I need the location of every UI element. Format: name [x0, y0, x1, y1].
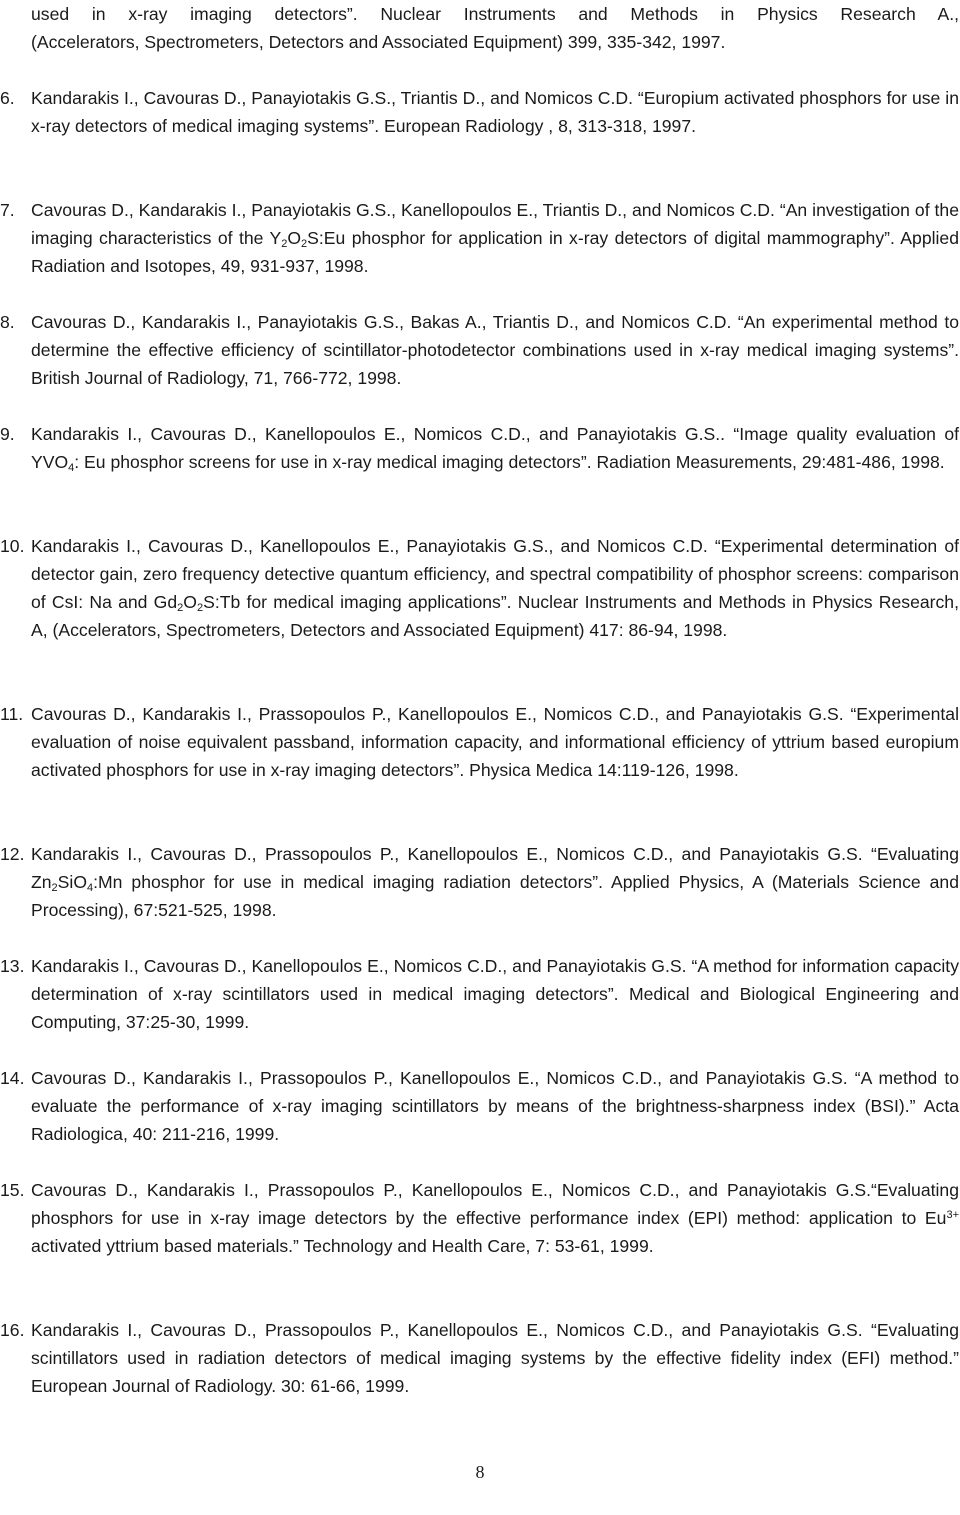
reference-text: Cavouras D., Kandarakis I., Panayiotakis G.S., Kanellopoulos E., Triantis D., and Nomicos C.D. “An investigation of the imaging characteristics of the $Y_2O_2S:Eu$ phosphor for application in x-ray detectors of digital mammography”. Applied Radiation and Isotopes, 49, 931-937, 1998. — [31, 200, 960, 276]
reference-text: Kandarakis I., Cavouras D., Prassopoulos P., Kanellopoulos E., Nomicos C.D., and Panayiotakis G.S. “Evaluating scintillators used in radiation detectors of medical imaging systems by the effective fidelity index (EFI) method.” European Journal of Radiology. 30: 61-66, 1999. — [31, 1320, 959, 1396]
reference-item-16 — [0, 1316, 959, 1400]
page-number: 8 — [475, 1462, 485, 1482]
reference-text: Kandarakis I., Cavouras D., Kanellopoulos E., Nomicos C.D., and Panayiotakis G.S.. “Image quality evaluation of $YVO_4$: Eu phosphor screens for use in x-ray medical imaging detectors”. Radiation Measurements, 29:481-486, 1998. — [31, 424, 959, 474]
reference-number: 12. — [0, 844, 25, 864]
reference-number: 7. — [0, 200, 15, 220]
reference-number: 10. — [0, 536, 25, 556]
reference-item-11 — [0, 700, 959, 784]
reference-item-9 — [0, 420, 959, 476]
reference-number: 16. — [0, 1320, 25, 1340]
reference-text: Kandarakis I., Cavouras D., Kanellopoulos E., Nomicos C.D., and Panayiotakis G.S. “A method for information capacity determination of x-ray scintillators used in medical imaging detectors”. Medical and Biological Engineering and Computing, 37:25-30, 1999. — [31, 956, 959, 1032]
reference-number: 14. — [0, 1068, 25, 1088]
reference-item-6 — [0, 84, 959, 140]
reference-text: Cavouras D., Kandarakis I., Prassopoulos P., Kanellopoulos E., Nomicos C.D., and Panayiotakis G.S.“Evaluating phosphors for use in x-ray image detectors by the effective performance index (EPI) method: application to $Eu^{3+}$ activated yttrium based materials.” Technology and Health Care, 7: 53-61, 1999. — [31, 1180, 959, 1256]
continuation-line-2: (Accelerators, Spectrometers, Detectors and Associated Equipment) 399, 335-342, 1997. — [31, 32, 726, 52]
reference-item-10 — [0, 532, 959, 644]
reference-item-14 — [0, 1064, 959, 1148]
reference-item-8 — [0, 308, 959, 392]
reference-text: Kandarakis I., Cavouras D., Panayiotakis G.S., Triantis D., and Nomicos C.D. “Europium activated phosphors for use in x-ray detectors of medical imaging systems”. European Radiology , 8, 313-318, 1997. — [31, 88, 959, 136]
reference-item-13 — [0, 952, 959, 1036]
reference-number: 15. — [0, 1180, 25, 1200]
reference-text: Cavouras D., Kandarakis I., Panayiotakis G.S., Bakas A., Triantis D., and Nomicos C.D. “An experimental method to determine the effective efficiency of scintillator-photodetector combinations used in x-ray medical imaging systems”. British Journal of Radiology, 71, 766-772, 1998. — [31, 312, 959, 388]
reference-number: 9. — [0, 424, 15, 444]
reference-number: 6. — [0, 88, 15, 108]
reference-text: Kandarakis I., Cavouras D., Kanellopoulos E., Panayiotakis G.S., and Nomicos C.D. “Experimental determination of detector gain, zero frequency detective quantum efficiency, and spectral compatibility of phosphor screens: comparison of CsI: Na and $Gd_2O_2S:Tb$ for medical imaging applications”. Nuclear Instruments and Methods in Physics Research, A, (Accelerators, Spectrometers, Detectors and Associated Equipment) 417: 86-94, 1998. — [31, 536, 959, 640]
reference-text: Cavouras D., Kandarakis I., Prassopoulos P., Kanellopoulos E., Nomicos C.D., and Panayiotakis G.S. “A method to evaluate the performance of x-ray imaging scintillators by means of the brightness-sharpness index (BSI).” Acta Radiologica, 40: 211-216, 1999. — [31, 1068, 959, 1144]
reference-item-12 — [0, 840, 959, 924]
reference-number: 8. — [0, 312, 15, 332]
reference-number: 13. — [0, 956, 25, 976]
reference-text: Cavouras D., Kandarakis I., Prassopoulos P., Kanellopoulos E., Nomicos C.D., and Panayiotakis G.S. “Experimental evaluation of noise equivalent passband, information capacity, and informational efficiency of yttrium based europium activated phosphors for use in x-ray imaging detectors”. Physica Medica 14:119-126, 1998. — [31, 704, 959, 780]
reference-continuation — [31, 0, 959, 56]
reference-item-15 — [0, 1176, 959, 1260]
continuation-line-1: used in x-ray imaging detectors”. Nuclear Instruments and Methods in Physics Research A., — [31, 4, 959, 24]
reference-text: Kandarakis I., Cavouras D., Prassopoulos P., Kanellopoulos E., Nomicos C.D., and Panayiotakis G.S. “Evaluating $Zn_2SiO_4:Mn$ phosphor for use in medical imaging radiation detectors”. Applied Physics, A (Materials Science and Processing), 67:521-525, 1998. — [31, 844, 959, 920]
reference-number: 11. — [0, 704, 24, 724]
reference-item-7 — [0, 196, 959, 280]
